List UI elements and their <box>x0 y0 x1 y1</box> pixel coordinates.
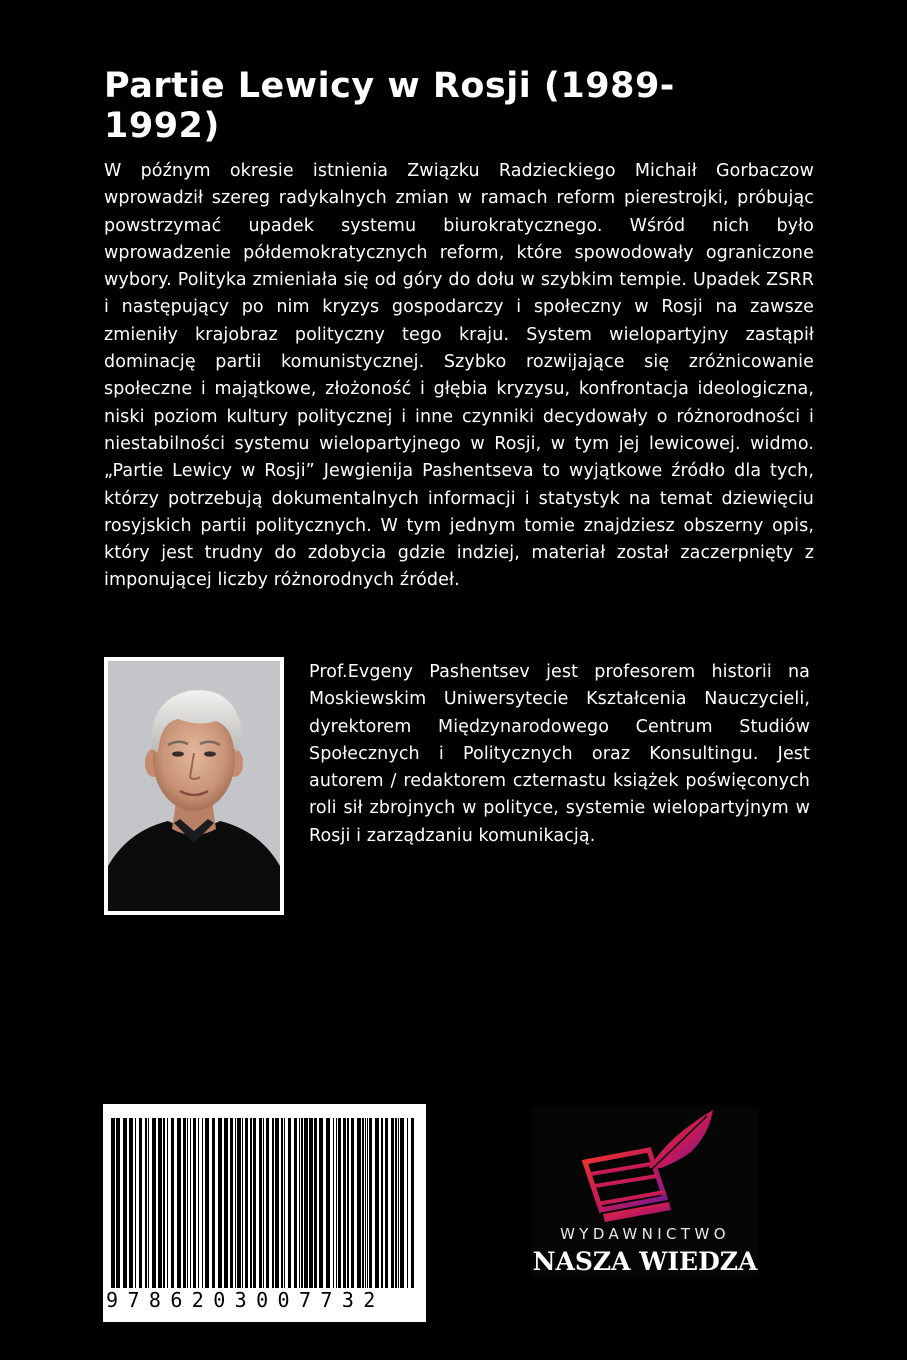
barcode-bar <box>139 1118 142 1288</box>
barcode-bar <box>202 1118 203 1288</box>
barcode-bar <box>314 1118 317 1288</box>
barcode-bar <box>309 1118 313 1288</box>
barcode-digits: 9786203007732 <box>106 1288 385 1312</box>
barcode-bar <box>129 1118 133 1288</box>
barcode-bar <box>123 1118 127 1288</box>
books-and-quill-logo-icon <box>531 1106 759 1224</box>
barcode-bar <box>288 1118 291 1288</box>
barcode-bar <box>235 1118 236 1288</box>
barcode-bar <box>183 1118 186 1288</box>
barcode-bar <box>275 1118 279 1288</box>
barcode-bar <box>381 1118 383 1288</box>
barcode-bar <box>336 1118 337 1288</box>
barcode-bar <box>299 1118 300 1288</box>
barcode-bar <box>398 1118 399 1288</box>
publisher-logo <box>531 1106 759 1278</box>
barcode-bar <box>326 1118 330 1288</box>
barcode-bar <box>407 1118 408 1288</box>
barcode-bar <box>333 1118 334 1288</box>
barcode-bar <box>212 1118 215 1288</box>
barcode-bar <box>145 1118 147 1288</box>
barcode-bar <box>167 1118 168 1288</box>
barcode-bar <box>250 1118 252 1288</box>
barcode-bar <box>391 1118 394 1288</box>
barcode-bar <box>272 1118 274 1288</box>
barcode-bar <box>190 1118 191 1288</box>
author-photo <box>104 657 284 915</box>
author-portrait-icon <box>108 661 280 911</box>
barcode-bar <box>385 1118 388 1288</box>
barcode-bar <box>242 1118 243 1288</box>
barcode-bar <box>347 1118 349 1288</box>
barcode-bar <box>343 1118 346 1288</box>
barcode-bar <box>263 1118 264 1288</box>
barcode-bar <box>218 1118 222 1288</box>
book-description: W późnym okresie istnienia Związku Radzieckiego Michaił Gorbaczow wprowadził szereg radykalnych zmian w ramach reform pierestrojki, próbując powstrzymać upadek systemu biurokratycznego. Wśród nich było wprowadzenie półdemokratycznych reform, które spowodowały ograniczone wybory. Polityka zmieniała się od góry do dołu w szybkim tempie. Upadek ZSRR i następujący po nim kryzys gospodarczy i społeczny w Rosji na zawsze zmieniły krajobraz polityczny tego kraju. System wielopartyjny zastąpił dominację partii komunistycznej. Szybko rozwijające się zróżnicowanie społeczne i majątkowe, złożoność i głębia kryzysu, konfrontacja ideologiczna, niski poziom kultury politycznej i inne czynniki decydowały o różnorodności i niestabilności systemu wielopartyjnego w Rosji, w tym jej lewicowej. widmo. „Partie Lewicy w Rosji” Jewgienija Pashentseva to wyjątkowe źródło dla tych, którzy potrzebują dokumentalnych informacji i statystyk na temat dziewięciu rosyjskich partii politycznych. W tym jednym tomie znajdziesz obszerny opis, który jest trudny do zdobycia gdzie indziej, materiał został zaczerpnięty z imponującej liczby różnorodnych źródeł. <box>104 161 814 591</box>
barcode-bar <box>369 1118 372 1288</box>
barcode-bar <box>205 1118 209 1288</box>
barcode-bar <box>411 1118 414 1288</box>
barcode-bar <box>135 1118 136 1288</box>
barcode-bars <box>111 1118 414 1288</box>
isbn-barcode <box>103 1104 426 1322</box>
barcode-bar <box>245 1118 248 1288</box>
barcode-bar <box>294 1118 297 1288</box>
barcode-bar <box>230 1118 233 1288</box>
barcode-bar <box>367 1118 368 1288</box>
barcode-bar <box>158 1118 162 1288</box>
barcode-bar <box>365 1118 366 1288</box>
barcode-bar <box>375 1118 379 1288</box>
author-bio: Prof.Evgeny Pashentsev jest profesorem historii na Moskiewskim Uniwersytecie Kształcenia Nauczycieli, dyrektorem Międzynarodowego Centrum Studiów Społecznych i Politycznych oraz Konsultingu. Jest autorem / redaktorem czternastu książek poświęconych roli sił zbrojnych w polityce, systemie wielopartyjnym w Rosji i zarządzaniu komunikacją. <box>309 662 810 846</box>
barcode-bar <box>304 1118 308 1288</box>
barcode-bar <box>224 1118 228 1288</box>
publisher-name-line1: WYDAWNICTWO <box>560 1225 730 1243</box>
barcode-bar <box>259 1118 262 1288</box>
barcode-bar <box>338 1118 341 1288</box>
barcode-bar <box>237 1118 241 1288</box>
barcode-bar <box>284 1118 285 1288</box>
barcode-bar <box>395 1118 397 1288</box>
barcode-bar <box>357 1118 361 1288</box>
barcode-bar <box>319 1118 323 1288</box>
barcode-bar <box>351 1118 354 1288</box>
book-title: Partie Lewicy w Rosji (1989-1992) <box>104 66 675 146</box>
barcode-bar <box>281 1118 283 1288</box>
barcode-bar <box>163 1118 165 1288</box>
barcode-bar <box>253 1118 256 1288</box>
barcode-bar <box>266 1118 269 1288</box>
barcode-bar <box>198 1118 199 1288</box>
barcode-bar <box>193 1118 196 1288</box>
barcode-bar <box>116 1118 120 1288</box>
publisher-name-line2: NASZA WIEDZA <box>532 1247 758 1276</box>
barcode-bar <box>171 1118 174 1288</box>
barcode-bar <box>400 1118 404 1288</box>
barcode-bar <box>148 1118 149 1288</box>
barcode-bar <box>152 1118 156 1288</box>
barcode-bar <box>362 1118 364 1288</box>
barcode-bar <box>177 1118 181 1288</box>
barcode-bar <box>111 1118 115 1288</box>
barcode-bar <box>187 1118 188 1288</box>
barcode-bar <box>301 1118 303 1288</box>
